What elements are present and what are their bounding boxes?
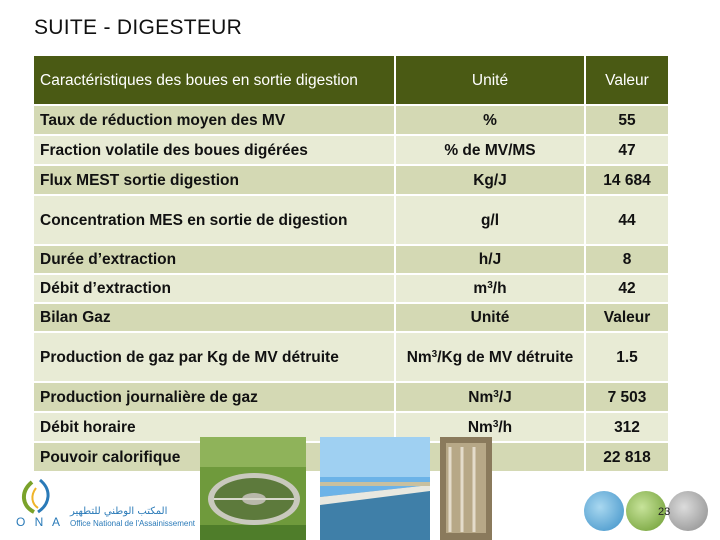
unit-superscript: 3 [487,280,493,291]
slide-title: SUITE - DIGESTEUR [34,16,243,39]
row-value: 312 [584,413,668,443]
table-row [34,333,668,383]
unit-superscript: 3 [493,388,499,400]
row-label: Fraction volatile des boues digérées [34,136,394,166]
ona-logo [12,478,202,538]
table-row [34,275,668,304]
ona-arabic-name: المكتب الوطني للتطهير [70,506,168,517]
row-value: 22 818 [584,443,668,473]
row-label: Flux MEST sortie digestion [34,166,394,196]
unit-base: m [473,280,488,297]
gas-header-row [34,304,668,333]
table-row [34,246,668,275]
weir-photo [440,437,492,540]
row-label: Durée d’extraction [34,246,394,275]
row-unit: % [394,106,584,136]
unit-base: Nm [406,348,432,366]
basin-photo [320,437,430,540]
row-value: 7 503 [584,383,668,413]
unit-superscript: 3 [492,418,499,430]
row-unit: % de MV/MS [394,136,584,166]
row-unit [394,333,584,383]
unit-rest: /Kg de MV détruite [437,348,574,366]
page-number: 23 [658,506,671,518]
table-row [34,136,668,166]
row-label: Production journalière de gaz [34,383,394,413]
decorative-circle-grey [668,491,708,531]
unit-rest: /h [492,280,507,297]
treatment-plant-photos [200,437,632,540]
unit-superscript: 3 [431,348,438,360]
row-value: 14 684 [584,166,668,196]
header-value: Valeur [584,304,668,333]
header-gas-balance: Bilan Gaz [34,304,394,333]
clarifier-photo [200,437,306,540]
table-row [34,383,668,413]
ona-letters: O N A [16,515,64,529]
row-unit: g/l [394,196,584,246]
header-value: Valeur [584,56,668,106]
header-unit: Unité [394,304,584,333]
ona-french-name: Office National de l'Assainissement [70,519,195,528]
row-unit: Kg/J [394,166,584,196]
row-label: Concentration MES en sortie de digestion [34,196,394,246]
row-value: 8 [584,246,668,275]
row-label: Pouvoir calorifique [34,443,394,473]
unit-base: Nm [467,418,493,436]
table-row [34,196,668,246]
row-label: Débit horaire [34,413,394,443]
unit-base: Nm [468,388,494,406]
decorative-circle-blue [584,491,624,531]
digester-table [34,56,668,473]
row-value: 44 [584,196,668,246]
header-unit: Unité [394,56,584,106]
row-unit: h/J [394,246,584,275]
unit-rest: /h [498,418,513,436]
row-value: 1.5 [584,333,668,383]
row-value: 47 [584,136,668,166]
row-unit [394,275,584,304]
table-row [34,166,668,196]
table-header-row [34,56,668,106]
table-row [34,106,668,136]
row-label: Débit d’extraction [34,275,394,304]
row-label: Production de gaz par Kg de MV détruite [34,333,394,383]
row-label: Taux de réduction moyen des MV [34,106,394,136]
header-characteristics: Caractéristiques des boues en sortie digestion [34,56,394,106]
unit-rest: /J [498,388,512,406]
row-value: 42 [584,275,668,304]
row-value: 55 [584,106,668,136]
row-unit [394,383,584,413]
